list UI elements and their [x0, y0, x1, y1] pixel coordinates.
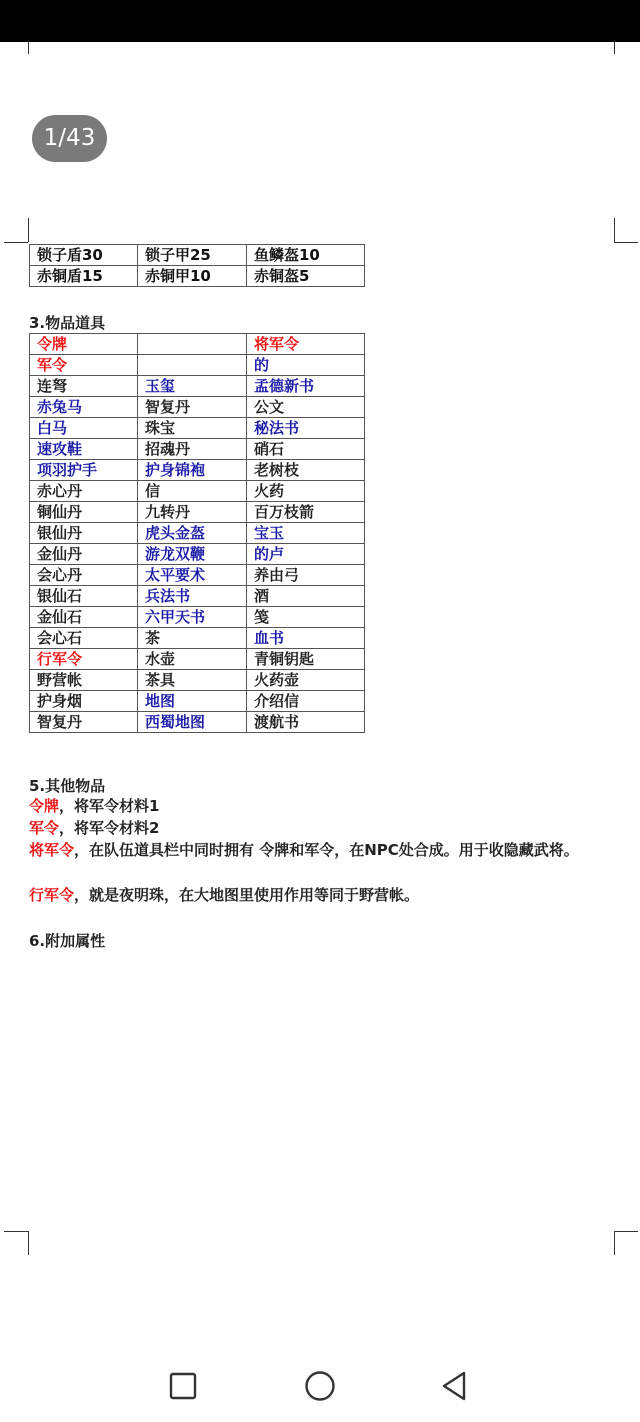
items-table-row	[30, 334, 365, 355]
items-table-row	[30, 376, 365, 397]
table-cell: 酒	[247, 586, 365, 607]
table-cell: 信	[138, 481, 247, 502]
table-cell: 硝石	[247, 439, 365, 460]
table-cell: 西蜀地图	[138, 712, 247, 733]
corner-mark-mid-right-h	[614, 242, 638, 243]
table-cell: 行军令	[30, 649, 138, 670]
table-cell: 养由弓	[247, 565, 365, 586]
table-cell: 渡航书	[247, 712, 365, 733]
circle-icon	[304, 1370, 336, 1402]
table-cell: 赤铜盔5	[247, 266, 365, 287]
items-table-row	[30, 607, 365, 628]
line-key: 令牌	[29, 797, 60, 815]
table-cell: 老树枝	[247, 460, 365, 481]
section-5-line-4	[29, 884, 619, 906]
table-cell: 的	[247, 355, 365, 376]
corner-mark-bottom-left-h	[4, 1231, 28, 1232]
table-cell: 智复丹	[138, 397, 247, 418]
table-cell: 茶具	[138, 670, 247, 691]
corner-mark-mid-left-v	[28, 218, 29, 242]
table-cell: 铜仙丹	[30, 502, 138, 523]
table-cell: 九转丹	[138, 502, 247, 523]
table-cell: 智复丹	[30, 712, 138, 733]
items-table-row	[30, 670, 365, 691]
status-bar	[0, 0, 640, 42]
section-5-line-2	[29, 817, 619, 839]
table-cell: 将军令	[247, 334, 365, 355]
table-cell: 赤铜盾15	[30, 266, 138, 287]
table-cell: 太平要术	[138, 565, 247, 586]
section-5-title: 5.其他物品	[29, 777, 106, 795]
home-button[interactable]	[300, 1368, 340, 1404]
corner-mark-top-left	[28, 42, 29, 54]
items-table-row	[30, 586, 365, 607]
corner-mark-bottom-left-v	[28, 1231, 29, 1255]
table-cell	[138, 334, 247, 355]
table-cell: 介绍信	[247, 691, 365, 712]
table-cell: 百万枝箭	[247, 502, 365, 523]
recent-apps-button[interactable]	[163, 1368, 203, 1404]
line-text: ，将军令材料2	[59, 819, 160, 837]
items-table-row	[30, 565, 365, 586]
line-text: ，在队伍道具栏中同时拥有 令牌和军令，在NPC处合成。用于收隐藏武将。	[74, 841, 579, 859]
items-table-row	[30, 355, 365, 376]
table-cell: 金仙丹	[30, 544, 138, 565]
table-cell: 笺	[247, 607, 365, 628]
items-table-row	[30, 691, 365, 712]
table-cell: 护身烟	[30, 691, 138, 712]
table-cell: 游龙双鞭	[138, 544, 247, 565]
table-cell: 的卢	[247, 544, 365, 565]
table-cell: 金仙石	[30, 607, 138, 628]
table-cell: 血书	[247, 628, 365, 649]
table-cell: 银仙丹	[30, 523, 138, 544]
armor-table	[29, 244, 365, 287]
section-5-line-1	[29, 795, 619, 817]
items-table-row	[30, 523, 365, 544]
line-key: 将军令	[29, 841, 75, 859]
table-cell: 茶	[138, 628, 247, 649]
section-5-line-3	[29, 839, 619, 861]
table-cell: 白马	[30, 418, 138, 439]
items-table-row	[30, 481, 365, 502]
table-cell: 水壶	[138, 649, 247, 670]
items-table-row	[30, 418, 365, 439]
table-cell: 连弩	[30, 376, 138, 397]
table-cell: 赤铜甲10	[138, 266, 247, 287]
table-cell: 护身锦袍	[138, 460, 247, 481]
table-cell: 青铜钥匙	[247, 649, 365, 670]
table-cell: 军令	[30, 355, 138, 376]
items-table-row	[30, 712, 365, 733]
corner-mark-mid-right-v	[614, 218, 615, 242]
table-cell: 地图	[138, 691, 247, 712]
items-table-row	[30, 649, 365, 670]
table-cell: 玉玺	[138, 376, 247, 397]
items-table-row	[30, 544, 365, 565]
table-cell: 秘法书	[247, 418, 365, 439]
table-cell: 野营帐	[30, 670, 138, 691]
table-cell: 令牌	[30, 334, 138, 355]
armor-table-row	[30, 266, 365, 287]
section-3-title: 3.物品道具	[29, 314, 106, 332]
section-6-title: 6.附加属性	[29, 932, 106, 950]
table-cell: 公文	[247, 397, 365, 418]
items-table-row	[30, 502, 365, 523]
table-cell: 会心石	[30, 628, 138, 649]
back-button[interactable]	[434, 1368, 474, 1404]
line-text: ，将军令材料1	[59, 797, 160, 815]
items-table-row	[30, 397, 365, 418]
table-cell: 赤心丹	[30, 481, 138, 502]
table-cell	[138, 355, 247, 376]
items-table-row	[30, 460, 365, 481]
table-cell: 速攻鞋	[30, 439, 138, 460]
table-cell: 六甲天书	[138, 607, 247, 628]
table-cell: 赤兔马	[30, 397, 138, 418]
table-cell: 火药	[247, 481, 365, 502]
table-cell: 兵法书	[138, 586, 247, 607]
table-cell: 珠宝	[138, 418, 247, 439]
table-cell: 火药壶	[247, 670, 365, 691]
line-text: ，就是夜明珠，在大地图里使用作用等同于野营帐。	[74, 886, 420, 904]
page-indicator: 1/43	[32, 115, 107, 162]
table-cell: 宝玉	[247, 523, 365, 544]
table-cell: 锁子盾30	[30, 245, 138, 266]
line-key: 军令	[29, 819, 60, 837]
table-cell: 项羽护手	[30, 460, 138, 481]
table-cell: 孟德新书	[247, 376, 365, 397]
armor-table-row	[30, 245, 365, 266]
square-icon	[169, 1372, 197, 1400]
line-key: 行军令	[29, 886, 75, 904]
corner-mark-bottom-right-v	[614, 1231, 615, 1255]
table-cell: 鱼鳞盔10	[247, 245, 365, 266]
items-table-row	[30, 628, 365, 649]
triangle-back-icon	[439, 1370, 469, 1402]
navigation-bar	[0, 1352, 640, 1422]
table-cell: 锁子甲25	[138, 245, 247, 266]
items-table	[29, 333, 365, 733]
table-cell: 会心丹	[30, 565, 138, 586]
table-cell: 虎头金盔	[138, 523, 247, 544]
corner-mark-mid-left-h	[4, 242, 28, 243]
table-cell: 银仙石	[30, 586, 138, 607]
table-cell: 招魂丹	[138, 439, 247, 460]
corner-mark-top-right	[614, 42, 615, 54]
items-table-row	[30, 439, 365, 460]
corner-mark-bottom-right-h	[614, 1231, 638, 1232]
